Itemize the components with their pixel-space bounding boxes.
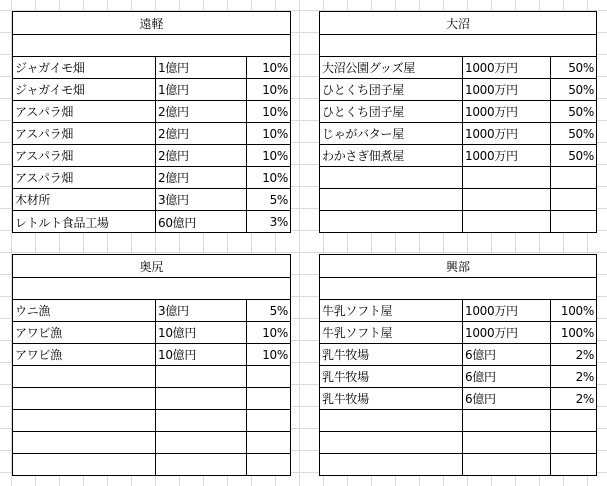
table-body — [13, 300, 290, 476]
rate-cell[interactable]: 100% — [560, 325, 594, 340]
table-row — [320, 322, 596, 344]
investment-amount-cell[interactable]: 2億円 — [156, 101, 247, 122]
facility-name-cell[interactable]: アスパラ畑 — [13, 145, 156, 166]
investment-amount-cell[interactable] — [463, 189, 551, 210]
investment-amount-cell[interactable]: 2億円 — [156, 145, 247, 166]
rate-cell[interactable]: 2% — [575, 369, 594, 384]
region-table-enkei — [12, 11, 291, 233]
table-row — [320, 454, 596, 476]
rate-cell[interactable] — [551, 432, 596, 453]
investment-amount-cell[interactable]: 1000万円 — [463, 101, 551, 122]
blank-row[interactable] — [320, 278, 596, 300]
facility-name-cell[interactable]: 大沼公園グッズ屋 — [320, 57, 463, 78]
investment-amount-cell[interactable] — [156, 432, 247, 453]
investment-amount-cell[interactable]: 6億円 — [463, 366, 551, 387]
table-row — [13, 211, 290, 233]
facility-name-cell[interactable] — [320, 454, 463, 476]
region-title-cell[interactable]: 奥尻 — [13, 255, 290, 278]
rate-cell[interactable] — [551, 167, 596, 188]
facility-name-cell[interactable]: ひとくち団子屋 — [320, 79, 463, 100]
rate-cell[interactable]: 10% — [262, 170, 288, 185]
investment-amount-cell[interactable]: 3億円 — [156, 300, 247, 321]
rate-cell[interactable] — [551, 454, 596, 476]
rate-cell[interactable]: 10% — [262, 148, 288, 163]
table-row — [320, 101, 596, 123]
table-body — [320, 57, 596, 233]
rate-cell[interactable]: 50% — [568, 148, 594, 163]
facility-name-cell[interactable] — [320, 211, 463, 233]
region-table-onuma — [319, 11, 597, 233]
rate-cell[interactable]: 50% — [568, 82, 594, 97]
facility-name-cell[interactable] — [13, 432, 156, 453]
facility-name-cell[interactable]: アワビ漁 — [13, 344, 156, 365]
table-row — [13, 322, 290, 344]
rate-cell[interactable] — [247, 388, 290, 409]
investment-amount-cell[interactable]: 2億円 — [156, 123, 247, 144]
investment-amount-cell[interactable] — [156, 454, 247, 476]
facility-name-cell[interactable]: ひとくち団子屋 — [320, 101, 463, 122]
rate-cell[interactable]: 10% — [262, 126, 288, 141]
table-row — [13, 79, 290, 101]
investment-amount-cell[interactable]: 3億円 — [156, 189, 247, 210]
facility-name-cell[interactable]: わかさぎ佃煮屋 — [320, 145, 463, 166]
table-row — [320, 410, 596, 432]
table-row — [320, 300, 596, 322]
investment-amount-cell[interactable] — [463, 211, 551, 233]
facility-name-cell[interactable] — [320, 189, 463, 210]
facility-name-cell[interactable] — [13, 410, 156, 431]
blank-row[interactable] — [320, 35, 596, 57]
rate-cell[interactable]: 5% — [269, 303, 288, 318]
facility-name-cell[interactable] — [13, 454, 156, 476]
rate-cell[interactable] — [551, 410, 596, 431]
region-table-okushiri — [12, 254, 291, 476]
rate-cell[interactable]: 50% — [568, 60, 594, 75]
facility-name-cell[interactable]: ジャガイモ畑 — [13, 79, 156, 100]
facility-name-cell[interactable] — [320, 167, 463, 188]
rate-cell[interactable] — [551, 211, 596, 233]
table-row — [320, 57, 596, 79]
rate-cell[interactable]: 50% — [568, 126, 594, 141]
investment-amount-cell[interactable]: 1000万円 — [463, 123, 551, 144]
investment-amount-cell[interactable]: 10億円 — [156, 344, 247, 365]
investment-amount-cell[interactable]: 10億円 — [156, 322, 247, 343]
investment-amount-cell[interactable]: 1億円 — [156, 79, 247, 100]
investment-amount-cell[interactable]: 1000万円 — [463, 79, 551, 100]
table-row — [320, 79, 596, 101]
rate-cell[interactable] — [247, 432, 290, 453]
investment-amount-cell[interactable]: 60億円 — [156, 211, 247, 233]
blank-row[interactable] — [13, 278, 290, 300]
table-row — [320, 189, 596, 211]
rate-cell[interactable]: 100% — [560, 303, 594, 318]
table-row — [13, 454, 290, 476]
table-row — [320, 432, 596, 454]
investment-amount-cell[interactable] — [463, 454, 551, 476]
rate-cell[interactable]: 10% — [262, 347, 288, 362]
facility-name-cell[interactable]: 乳牛牧場 — [320, 388, 463, 409]
table-row — [320, 167, 596, 189]
facility-name-cell[interactable] — [13, 388, 156, 409]
table-row — [320, 145, 596, 167]
table-row — [13, 57, 290, 79]
investment-amount-cell[interactable]: 1億円 — [156, 57, 247, 78]
rate-cell[interactable] — [247, 454, 290, 476]
rate-cell[interactable]: 10% — [262, 82, 288, 97]
facility-name-cell[interactable]: アスパラ畑 — [13, 123, 156, 144]
facility-name-cell[interactable]: 牛乳ソフト屋 — [320, 300, 463, 321]
table-row — [320, 344, 596, 366]
table-row — [13, 344, 290, 366]
table-row — [13, 145, 290, 167]
investment-amount-cell[interactable]: 6億円 — [463, 344, 551, 365]
investment-amount-cell[interactable] — [156, 410, 247, 431]
region-table-okoppe — [319, 254, 597, 476]
table-row — [13, 101, 290, 123]
table-row — [13, 123, 290, 145]
investment-amount-cell[interactable]: 1000万円 — [463, 300, 551, 321]
table-row — [13, 189, 290, 211]
facility-name-cell[interactable]: アスパラ畑 — [13, 167, 156, 188]
table-row — [13, 432, 290, 454]
investment-amount-cell[interactable] — [463, 432, 551, 453]
investment-amount-cell[interactable]: 1000万円 — [463, 322, 551, 343]
table-row — [13, 167, 290, 189]
facility-name-cell[interactable]: アワビ漁 — [13, 322, 156, 343]
rate-cell[interactable]: 2% — [575, 391, 594, 406]
facility-name-cell[interactable] — [320, 410, 463, 431]
facility-name-cell[interactable] — [320, 432, 463, 453]
investment-amount-cell[interactable] — [156, 388, 247, 409]
table-row — [13, 388, 290, 410]
facility-name-cell[interactable]: レトルト食品工場 — [13, 211, 156, 233]
rate-cell[interactable]: 3% — [269, 215, 288, 229]
rate-cell[interactable]: 10% — [262, 325, 288, 340]
investment-amount-cell[interactable] — [156, 366, 247, 387]
facility-name-cell[interactable]: 木材所 — [13, 189, 156, 210]
investment-amount-cell[interactable]: 1000万円 — [463, 57, 551, 78]
facility-name-cell[interactable]: 乳牛牧場 — [320, 344, 463, 365]
investment-amount-cell[interactable]: 2億円 — [156, 167, 247, 188]
blank-row[interactable] — [13, 35, 290, 57]
investment-amount-cell[interactable] — [463, 167, 551, 188]
table-row — [320, 123, 596, 145]
table-row — [13, 300, 290, 322]
facility-name-cell[interactable]: ウニ漁 — [13, 300, 156, 321]
region-title-cell[interactable]: 遠軽 — [13, 12, 290, 35]
table-row — [13, 366, 290, 388]
table-row — [320, 388, 596, 410]
table-body — [320, 300, 596, 476]
region-title-cell[interactable]: 興部 — [320, 255, 596, 278]
rate-cell[interactable]: 10% — [262, 60, 288, 75]
rate-cell[interactable] — [247, 366, 290, 387]
table-row — [320, 366, 596, 388]
investment-amount-cell[interactable]: 6億円 — [463, 388, 551, 409]
facility-name-cell[interactable]: 牛乳ソフト屋 — [320, 322, 463, 343]
investment-amount-cell[interactable]: 1000万円 — [463, 145, 551, 166]
facility-name-cell[interactable]: ジャガイモ畑 — [13, 57, 156, 78]
rate-cell[interactable]: 2% — [575, 347, 594, 362]
rate-cell[interactable]: 10% — [262, 104, 288, 119]
rate-cell[interactable]: 5% — [269, 192, 288, 207]
rate-cell[interactable] — [551, 189, 596, 210]
rate-cell[interactable] — [247, 410, 290, 431]
facility-name-cell[interactable]: じゃがバター屋 — [320, 123, 463, 144]
rate-cell[interactable]: 50% — [568, 104, 594, 119]
investment-amount-cell[interactable] — [463, 410, 551, 431]
facility-name-cell[interactable]: アスパラ畑 — [13, 101, 156, 122]
facility-name-cell[interactable]: 乳牛牧場 — [320, 366, 463, 387]
table-body — [13, 57, 290, 233]
table-row — [320, 211, 596, 233]
table-row — [13, 410, 290, 432]
region-title-cell[interactable]: 大沼 — [320, 12, 596, 35]
facility-name-cell[interactable] — [13, 366, 156, 387]
